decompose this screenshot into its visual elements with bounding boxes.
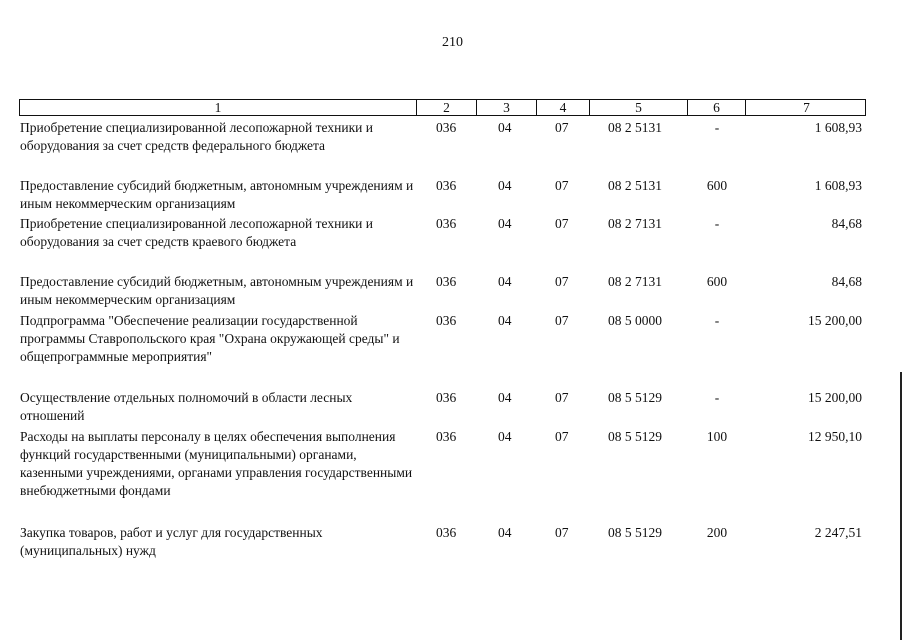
- row-description: Приобретение специализированной лесопожарной техники и оборудования за счет средств федерального бюджета: [20, 120, 373, 153]
- row-description: Предоставление субсидий бюджетным, автономным учреждениям и иным некоммерческим организациям: [20, 178, 414, 211]
- row-col-6: -: [714, 390, 720, 405]
- header-col-2: 2: [416, 100, 476, 115]
- row-col-4: 07: [555, 525, 569, 540]
- row-col-7: 84,68: [831, 216, 862, 231]
- scan-edge-line: [900, 372, 902, 640]
- row-col-3: 04: [498, 274, 512, 289]
- row-description: Приобретение специализированной лесопожарной техники и оборудования за счет средств краевого бюджета: [20, 216, 373, 249]
- row-col-5: 08 2 7131: [608, 274, 662, 289]
- row-col-2: 036: [436, 274, 457, 289]
- row-col-3: 04: [498, 178, 512, 193]
- row-col-5: 08 2 5131: [608, 120, 662, 135]
- row-col-5: 08 2 5131: [608, 178, 662, 193]
- row-description: Подпрограмма "Обеспечение реализации государственной программы Ставропольского края "Охрана окружающей среды" и общепрограммные мероприятия": [20, 313, 400, 364]
- row-description: Расходы на выплаты персоналу в целях обеспечения выполнения функций государственными (муниципальными) органами, казенными учреждениями, органами управления государственными внебюджетными фондами: [20, 429, 413, 498]
- header-col-3: 3: [476, 100, 536, 115]
- header-col-6: 6: [687, 100, 745, 115]
- row-description: Осуществление отдельных полномочий в области лесных отношений: [20, 390, 353, 423]
- row-col-4: 07: [555, 178, 569, 193]
- row-col-2: 036: [436, 429, 457, 444]
- row-col-4: 07: [555, 390, 569, 405]
- row-col-4: 07: [555, 313, 569, 328]
- row-col-7: 84,68: [831, 274, 862, 289]
- row-col-2: 036: [436, 525, 457, 540]
- row-col-6: 600: [706, 274, 728, 289]
- row-col-7: 15 200,00: [808, 390, 862, 405]
- row-col-4: 07: [555, 120, 569, 135]
- row-col-6: 200: [706, 525, 728, 540]
- row-col-4: 07: [555, 216, 569, 231]
- row-col-2: 036: [436, 178, 457, 193]
- row-col-3: 04: [498, 525, 512, 540]
- row-col-5: 08 5 5129: [608, 429, 662, 444]
- row-col-2: 036: [436, 390, 457, 405]
- row-col-5: 08 5 5129: [608, 390, 662, 405]
- row-col-3: 04: [498, 216, 512, 231]
- row-col-5: 08 2 7131: [608, 216, 662, 231]
- row-col-7: 1 608,93: [814, 178, 862, 193]
- row-col-3: 04: [498, 120, 512, 135]
- row-col-6: -: [714, 120, 720, 135]
- row-description: Предоставление субсидий бюджетным, автономным учреждениям и иным некоммерческим организациям: [20, 274, 414, 307]
- header-col-7: 7: [745, 100, 867, 115]
- page-number: 210: [442, 35, 463, 50]
- row-col-3: 04: [498, 313, 512, 328]
- row-col-6: 600: [706, 178, 728, 193]
- row-col-6: -: [714, 216, 720, 231]
- row-col-5: 08 5 0000: [608, 313, 662, 328]
- table-header: [19, 99, 866, 116]
- row-col-6: 100: [706, 429, 728, 444]
- row-col-2: 036: [436, 313, 457, 328]
- row-col-6: -: [714, 313, 720, 328]
- row-col-3: 04: [498, 390, 512, 405]
- row-col-2: 036: [436, 216, 457, 231]
- row-col-2: 036: [436, 120, 457, 135]
- header-col-5: 5: [589, 100, 687, 115]
- row-col-4: 07: [555, 274, 569, 289]
- row-col-7: 1 608,93: [814, 120, 862, 135]
- row-description: Закупка товаров, работ и услуг для государственных (муниципальных) нужд: [20, 525, 323, 558]
- header-col-1: 1: [214, 100, 222, 115]
- row-col-7: 15 200,00: [808, 313, 862, 328]
- row-col-5: 08 5 5129: [608, 525, 662, 540]
- row-col-7: 12 950,10: [808, 429, 862, 444]
- row-col-7: 2 247,51: [814, 525, 862, 540]
- row-col-3: 04: [498, 429, 512, 444]
- header-col-4: 4: [536, 100, 589, 115]
- row-col-4: 07: [555, 429, 569, 444]
